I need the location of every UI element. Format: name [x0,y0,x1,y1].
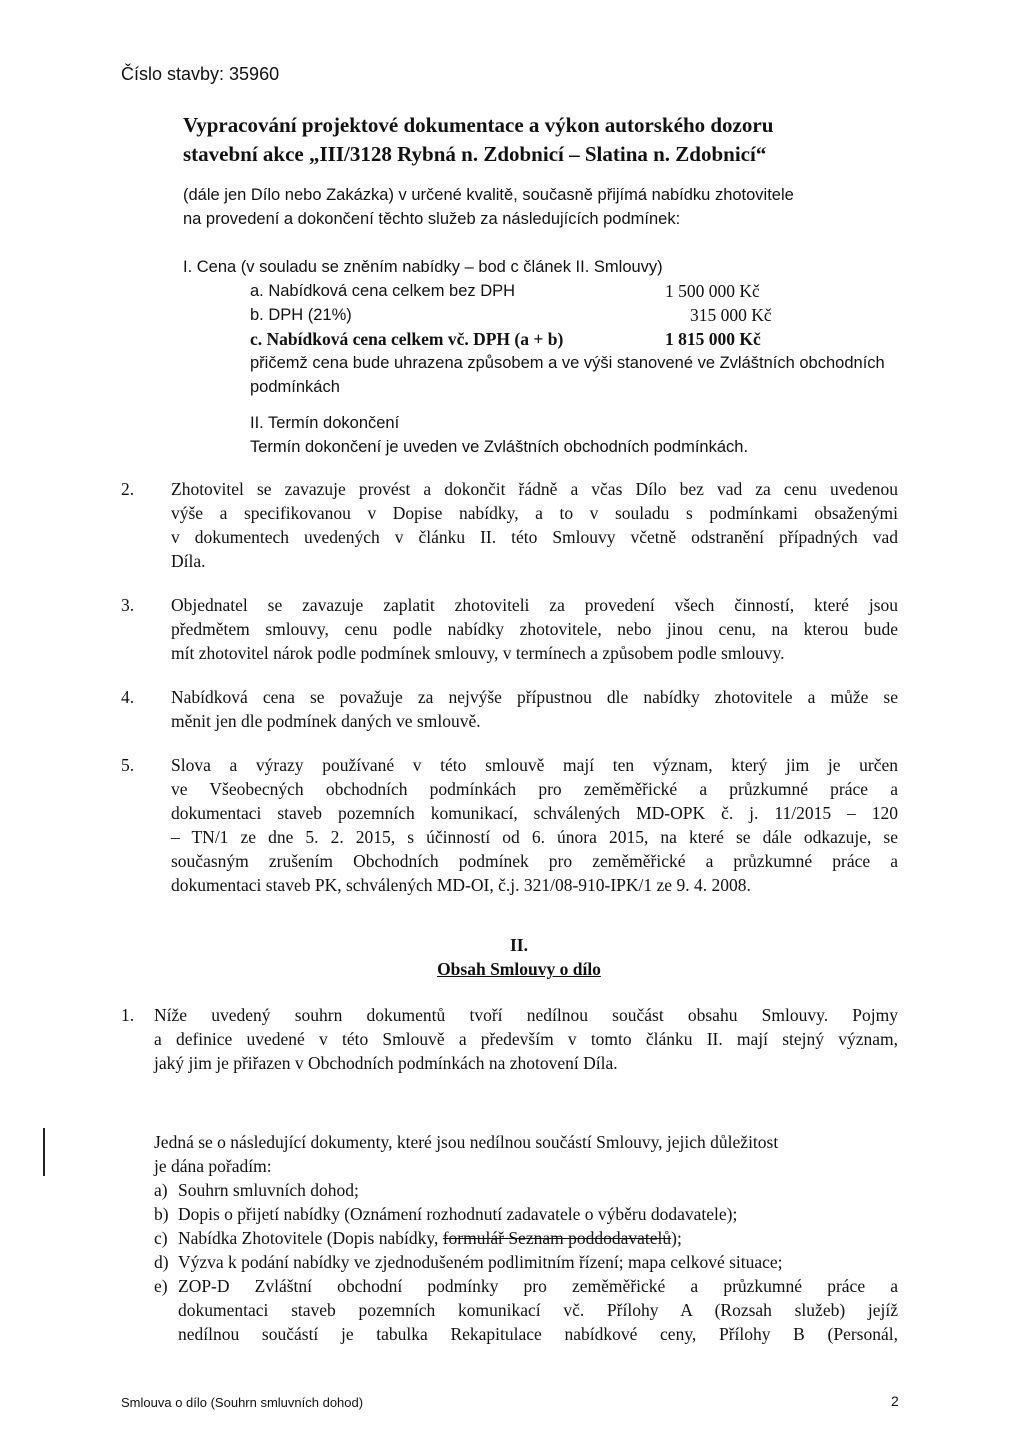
price-note-line-2: podmínkách [250,378,340,396]
document-item-letter: e) [154,1276,168,1296]
clause-number: 4. [121,687,135,707]
margin-change-bar [43,1128,45,1176]
clause-line: dokumentaci staveb pozemních komunikací, schválených MD-OPK č. j. 11/2015 – 120 [171,803,898,823]
clause-line: Nabídková cena se považuje za nejvýše přípustnou dle nabídky zhotovitele a může se [171,687,898,707]
clause-line: Slova a výrazy používané v této smlouvě mají ten význam, který jim je určen [171,755,898,775]
price-row-vat-value: 315 000 Kč [690,305,772,325]
document-item-text: Souhrn smluvních dohod; [178,1180,359,1200]
clause-line: výše a specifikovanou v Dopise nabídky, a to v souladu s podmínkami obsaženými [171,503,898,523]
clause-line: jaký jim je přiřazen v Obchodních podmínkách na zhotovení Díla. [154,1053,618,1073]
document-item-text: Výzva k podání nabídky ve zjednodušeném podlimitním řízení; mapa celkové situace; [178,1252,783,1272]
clause-line: ve Všeobecných obchodních podmínkách pro zeměměřické a průzkumné práce a [171,779,898,799]
building-number: Číslo stavby: 35960 [121,64,280,84]
clause-number: 1. [121,1005,135,1025]
clause-line: měnit jen dle podmínek daných ve smlouvě. [171,711,481,731]
price-row-total-label: c. Nabídková cena celkem vč. DPH (a + b) [250,329,564,349]
document-item-letter: a) [154,1180,168,1200]
clause-line: Díla. [171,551,206,571]
document-item-struck-text: formulář Seznam poddodavatelů [442,1228,672,1248]
price-row-net-value: 1 500 000 Kč [665,281,760,301]
clause-line: dokumentaci staveb PK, schválených MD-OI, č.j. 321/08-910-IPK/1 ze 9. 4. 2008. [171,875,751,895]
term-heading: II. Termín dokončení [250,414,400,432]
clause-line: – TN/1 ze dne 5. 2. 2015, s účinností od 6. února 2015, na které se dále odkazuje, se [171,827,898,847]
document-title-line-2: stavební akce „III/3128 Rybná n. Zdobnicí – Slatina n. Zdobnicí“ [183,142,767,166]
page-number: 2 [891,1393,899,1409]
section-roman-number: II. [510,935,528,955]
clause-line: předmětem smlouvy, cenu podle nabídky zhotovitele, nebo jinou cenu, na kterou bude [171,619,898,639]
price-row-net-label: a. Nabídková cena celkem bez DPH [250,282,516,300]
clause-number: 2. [121,479,135,499]
document-item-text: Dopis o přijetí nabídky (Oznámení rozhodnutí zadavatele o výběru dodavatele); [178,1204,738,1224]
clause-number: 3. [121,595,135,615]
documents-intro-line-2: je dána pořadím: [154,1156,272,1176]
clause-line: současným zrušením Obchodních podmínek pro zeměměřické a průzkumné práce a [171,851,898,871]
price-row-total-value: 1 815 000 Kč [665,329,761,349]
document-item-text: ZOP-D Zvláštní obchodní podmínky pro zeměměřické a průzkumné práce a [178,1276,898,1296]
clause-line: mít zhotovitel nárok podle podmínek smlouvy, v termínech a způsobem podle smlouvy. [171,643,785,663]
price-row-vat-label: b. DPH (21%) [250,306,352,324]
clause-number: 5. [121,755,135,775]
clause-line: v dokumentech uvedených v článku II. této Smlouvy včetně odstranění případných vad [171,527,898,547]
clause-line: Objednatel se zavazuje zaplatit zhotoviteli za provedení všech činností, které jsou [171,595,898,615]
intro-line-1: (dále jen Dílo nebo Zakázka) v určené kvalitě, současně přijímá nabídku zhotovitele [183,186,794,204]
document-item-letter: d) [154,1252,169,1272]
intro-line-2: na provedení a dokončení těchto služeb za následujících podmínek: [183,210,681,228]
price-heading: I. Cena (v souladu se zněním nabídky – bod c článek II. Smlouvy) [183,258,663,276]
document-item-letter: c) [154,1228,168,1248]
document-item-c [178,1226,682,1250]
document-item-continuation: nedílnou součástí je tabulka Rekapitulace nabídkové ceny, Přílohy B (Personál, [178,1324,898,1344]
term-text: Termín dokončení je uveden ve Zvláštních obchodních podmínkách. [250,438,749,456]
document-item-tail: ); [671,1228,682,1248]
document-item-text: Nabídka Zhotovitele (Dopis nabídky, [178,1228,443,1248]
clause-line: Zhotovitel se zavazuje provést a dokončit řádně a včas Dílo bez vad za cenu uvedenou [171,479,898,499]
document-item-continuation: dokumentaci staveb pozemních komunikací vč. Přílohy A (Rozsah služeb) jejíž [178,1300,898,1320]
clause-line: Níže uvedený souhrn dokumentů tvoří nedílnou součást obsahu Smlouvy. Pojmy [154,1005,898,1025]
price-note-line-1: přičemž cena bude uhrazena způsobem a ve výši stanovené ve Zvláštních obchodních [250,354,885,372]
footer-title: Smlouva o dílo (Souhrn smluvních dohod) [121,1395,364,1410]
clause-line: a definice uvedené v této Smlouvě a především v tomto článku II. mají stejný význam, [154,1029,898,1049]
document-title-line-1: Vypracování projektové dokumentace a výkon autorského dozoru [183,113,774,137]
document-item-letter: b) [154,1204,169,1224]
documents-intro-line-1: Jedná se o následující dokumenty, které jsou nedílnou součástí Smlouvy, jejich důležitost [154,1132,779,1152]
section-heading: Obsah Smlouvy o dílo [437,959,601,979]
